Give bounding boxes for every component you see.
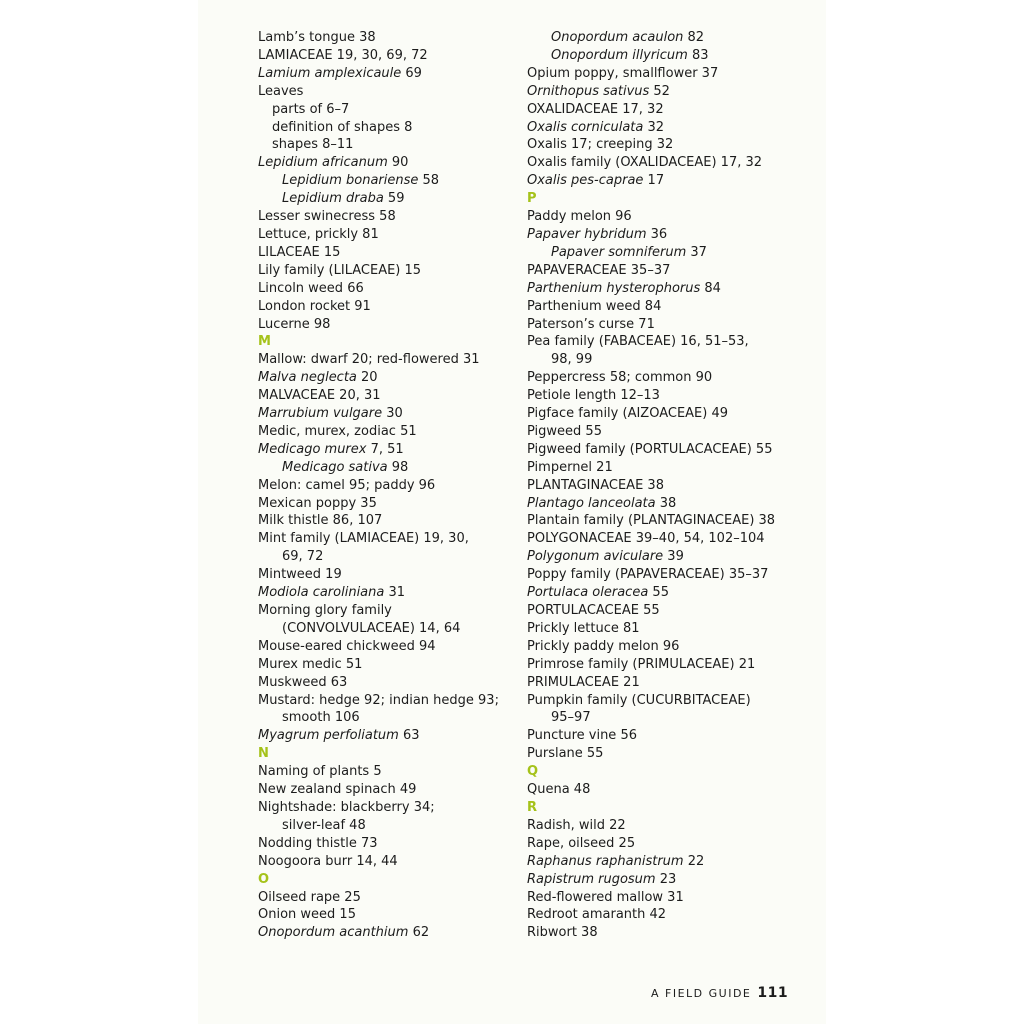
index-entry: MALVACEAE 20, 31 [258, 388, 381, 404]
index-entry: PRIMULACEAE 21 [527, 674, 640, 690]
index-column-left [258, 29, 499, 942]
index-entry: Onopordum acaulon 82 [551, 30, 705, 45]
page-number: 111 [757, 985, 789, 1001]
index-entry: POLYGONACEAE 39–40, 54, 102–104 [527, 531, 765, 547]
index-entry: Pigweed 55 [527, 423, 602, 439]
index-entry: Quena 48 [527, 782, 591, 798]
index-entry: Peppercress 58; common 90 [527, 370, 713, 386]
index-entry: Leaves [258, 83, 304, 99]
index-entry: Medicago sativa 98 [282, 459, 409, 475]
index-entry: Nightshade: blackberry 34; [258, 799, 435, 815]
index-entry: Ribwort 38 [527, 925, 598, 941]
index-entry: Medic, murex, zodiac 51 [258, 423, 417, 439]
index-entry: shapes 8–11 [272, 137, 354, 153]
index-entry: Red-flowered mallow 31 [527, 889, 684, 905]
index-entry: Mustard: hedge 92; indian hedge 93; [258, 692, 499, 708]
index-entry: Raphanus raphanistrum 22 [527, 853, 705, 869]
index-entry: Myagrum perfoliatum 63 [258, 728, 420, 744]
index-entry: Mintweed 19 [258, 567, 342, 583]
index-entry: Rape, oilseed 25 [527, 835, 636, 851]
index-entry: Parthenium weed 84 [527, 298, 662, 314]
index-entry: Lepidium africanum 90 [258, 155, 409, 171]
letter-heading: R [527, 799, 538, 815]
index-entry: Portulaca oleracea 55 [527, 585, 669, 601]
page-footer [651, 985, 788, 1001]
index-entry: Malva neglecta 20 [258, 370, 378, 386]
index-entry: 98, 99 [551, 352, 593, 368]
index-entry: Naming of plants 5 [258, 764, 382, 780]
index-entry: Lincoln weed 66 [258, 280, 364, 296]
index-entry: Oxalis corniculata 32 [527, 119, 665, 135]
index-entry: PAPAVERACEAE 35–37 [527, 262, 671, 278]
index-entry: Redroot amaranth 42 [527, 907, 667, 923]
index-entry: Pea family (FABACEAE) 16, 51–53, [527, 334, 749, 350]
index-entry: Melon: camel 95; paddy 96 [258, 477, 436, 493]
index-entry: Parthenium hysterophorus 84 [527, 280, 721, 296]
index-entry: Pumpkin family (CUCURBITACEAE) [527, 692, 751, 708]
index-entry: Polygonum aviculare 39 [527, 549, 684, 565]
index-entry: PORTULACACEAE 55 [527, 603, 660, 618]
index-entry: Paterson’s curse 71 [527, 316, 655, 332]
index-entry: Lucerne 98 [258, 316, 331, 332]
index-entry: Lepidium bonariense 58 [282, 173, 440, 189]
letter-heading: Q [527, 764, 539, 780]
index-entry: Opium poppy, smallflower 37 [527, 65, 719, 81]
index-entry: Milk thistle 86, 107 [258, 513, 383, 529]
index-entry: Lamb’s tongue 38 [258, 30, 376, 45]
index-entry: Pigweed family (PORTULACACEAE) 55 [527, 441, 773, 457]
index-entry: Prickly lettuce 81 [527, 620, 640, 636]
index-entry: Medicago murex 7, 51 [258, 441, 404, 457]
index-entry: Oxalis family (OXALIDACEAE) 17, 32 [527, 155, 763, 171]
index-entry: smooth 106 [282, 710, 360, 726]
letter-heading: N [258, 746, 269, 762]
index-entry: Mint family (LAMIACEAE) 19, 30, [258, 531, 469, 547]
index-entry: Pigface family (AIZOACEAE) 49 [527, 406, 729, 422]
index-entry: Onopordum illyricum 83 [551, 47, 709, 63]
index-entry: definition of shapes 8 [272, 119, 413, 135]
index-entry: Papaver somniferum 37 [551, 244, 707, 260]
index-entry: Plantago lanceolata 38 [527, 495, 677, 511]
index-entry: Marrubium vulgare 30 [258, 406, 403, 422]
index-entry: Rapistrum rugosum 23 [527, 871, 677, 887]
index-entry: Modiola caroliniana 31 [258, 585, 406, 601]
index-entry: Paddy melon 96 [527, 209, 632, 225]
index-entry: Morning glory family [258, 603, 392, 618]
index-entry: 95–97 [551, 710, 591, 726]
index-entry: PLANTAGINACEAE 38 [527, 477, 664, 493]
index-entry: Petiole length 12–13 [527, 388, 660, 404]
index-entry: Pimpernel 21 [527, 459, 613, 475]
index-entry: LILACEAE 15 [258, 244, 341, 260]
index-entry: (CONVOLVULACEAE) 14, 64 [282, 620, 461, 636]
index-entry: Puncture vine 56 [527, 728, 637, 744]
index-entry: LAMIACEAE 19, 30, 69, 72 [258, 47, 428, 63]
letter-heading: O [258, 871, 270, 887]
index-entry: silver-leaf 48 [282, 817, 366, 833]
index-entry: Onopordum acanthium 62 [258, 925, 430, 941]
index-entry: Poppy family (PAPAVERACEAE) 35–37 [527, 567, 769, 583]
index-entry: Nodding thistle 73 [258, 835, 378, 851]
index-entry: Plantain family (PLANTAGINACEAE) 38 [527, 513, 776, 529]
index-entry: Onion weed 15 [258, 907, 356, 923]
index-entry: Primrose family (PRIMULACEAE) 21 [527, 656, 756, 672]
index-entry: New zealand spinach 49 [258, 782, 417, 798]
index-entry: parts of 6–7 [272, 101, 350, 117]
letter-heading: M [258, 334, 271, 350]
index-entry: Mallow: dwarf 20; red-flowered 31 [258, 352, 480, 368]
index-entry: Murex medic 51 [258, 656, 363, 672]
index-entry: Radish, wild 22 [527, 817, 626, 833]
index-entry: London rocket 91 [258, 298, 371, 314]
index-entry: Oxalis 17; creeping 32 [527, 137, 674, 153]
running-title: A FIELD GUIDE [651, 987, 752, 1000]
index-entry: Lettuce, prickly 81 [258, 226, 379, 242]
index-entry: Lamium amplexicaule 69 [258, 65, 422, 81]
index-column-right [527, 29, 775, 942]
index-entry: Noogoora burr 14, 44 [258, 853, 398, 869]
index-entry: Mouse-eared chickweed 94 [258, 638, 436, 654]
index-entry: 69, 72 [282, 549, 324, 565]
index-entry: Lesser swinecress 58 [258, 209, 396, 225]
index-entry: Oilseed rape 25 [258, 889, 361, 905]
index-entry: Mexican poppy 35 [258, 495, 377, 511]
index-entry: Lepidium draba 59 [282, 191, 405, 207]
index-entry: Papaver hybridum 36 [527, 226, 668, 242]
index-entry: Ornithopus sativus 52 [527, 83, 670, 99]
letter-heading: P [527, 191, 537, 207]
index-entry: OXALIDACEAE 17, 32 [527, 101, 664, 117]
index-entry: Purslane 55 [527, 746, 604, 762]
index-entry: Prickly paddy melon 96 [527, 638, 680, 654]
index-entry: Oxalis pes-caprae 17 [527, 173, 665, 189]
index-entry: Lily family (LILACEAE) 15 [258, 262, 422, 278]
index-entry: Muskweed 63 [258, 674, 348, 690]
